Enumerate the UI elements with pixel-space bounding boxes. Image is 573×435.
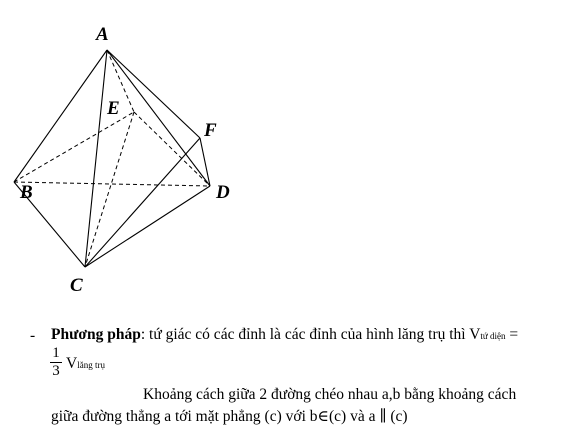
method-line [51,327,518,343]
method-body: tứ giác có các đỉnh là các đỉnh của hình lăng trụ thì V [145,326,481,343]
distance-line-2: giữa đường thẳng a tới mặt phẳng (c) với b∈(c) và a ∥ (c) [51,408,408,425]
fraction-one-third [50,346,62,379]
vertex-label-B: B [20,182,33,203]
vertex-label-E: E [107,98,120,119]
vertex-label-F: F [204,120,217,141]
subscript-tetrahedron: tứ diện [480,331,506,341]
subscript-prism: lăng trụ [77,360,105,370]
vertex-label-A: A [96,24,109,45]
bullet-dash: - [30,327,36,344]
distance-line-1: Khoảng cách giữa 2 đường chéo nhau a,b bằng khoảng cách [143,386,517,403]
prism-volume [66,356,105,372]
vertex-label-C: C [70,275,83,296]
fraction-denominator: 3 [52,363,60,379]
equals-sign: = [505,326,519,343]
v-letter: V [66,355,78,372]
method-colon: : [140,326,146,343]
vertex-label-D: D [216,182,230,203]
method-title: Phương pháp [51,326,141,343]
fraction-numerator: 1 [52,345,60,361]
